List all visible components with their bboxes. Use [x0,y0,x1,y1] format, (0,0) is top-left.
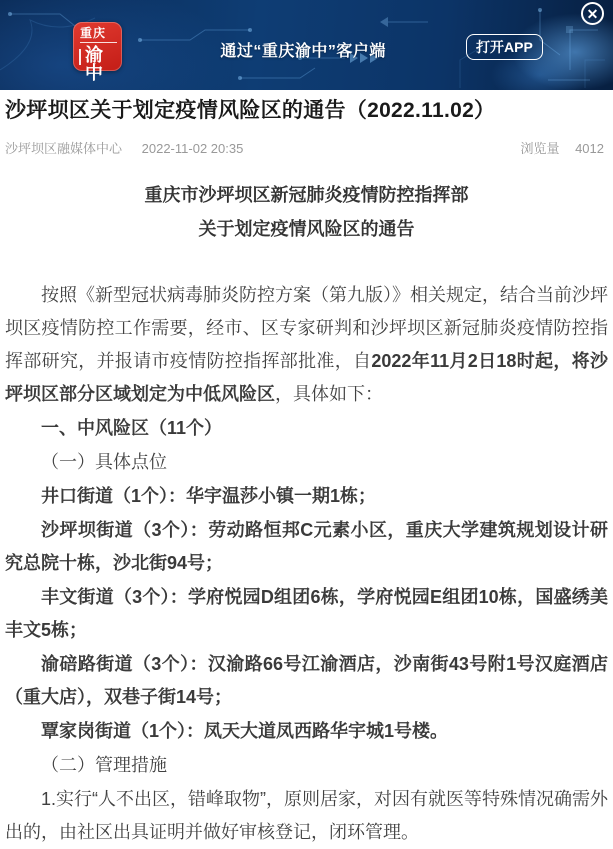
app-logo-text-top: 重庆 [80,27,117,43]
intro-lead: 按照《新型冠状病毒肺炎防控方案（第九版）》相关规定，结合当前沙坪坝区疫情防控工作需要，经市、区专家研判和沙坪坝区新冠肺炎疫情防控指挥部研究，并报请市疫情防控指挥部批准，自 [5,285,608,371]
doc-heading-line1: 重庆市沙坪坝区新冠肺炎疫情防控指挥部 [144,185,469,205]
views-count: 4012 [575,141,604,156]
section-heading-mid-risk: 一、中风险区（11个） [41,418,223,438]
article-page [0,90,613,849]
page-title: 沙坪坝区关于划定疫情风险区的通告（2022.11.02） [5,99,496,122]
article-content [5,179,608,849]
views-label: 浏览量 [520,141,560,156]
article-datetime: 2022-11-02 20:35 [141,141,244,156]
intro-paragraph [5,279,608,411]
intro-tail: ，具体如下： [275,384,383,404]
measure-item-1: 1.实行“人不出区，错峰取物”，原则居家，对因有就医等特殊情况确需外出的，由社区出具证明并做好审核登记，闭环管理。 [5,789,608,842]
article-meta-views [520,138,604,157]
app-logo-tower-mark [79,49,81,65]
app-download-banner [0,0,613,90]
article-meta-left [5,138,243,157]
article-source: 沙坪坝区融媒体中心 [5,141,123,156]
subsection-specific-points: （一）具体点位 [41,452,167,472]
doc-heading-line2: 关于划定疫情风险区的通告 [198,219,415,239]
street-item: 渝碚路街道（3个）：汉渝路66号江渝酒店，沙南街43号附1号汉庭酒店（重大店），双巷子街14号； [5,654,608,707]
street-item: 覃家岗街道（1个）：凤天大道凤西路华宇城1号楼。 [41,721,449,741]
app-logo [73,22,122,83]
subsection-management-measures: （二）管理措施 [41,755,167,775]
street-item: 丰文街道（3个）：学府悦园D组团6栋，学府悦园E组团10栋，国盛绣美丰文5栋； [5,587,608,640]
app-logo-text-bottom: 渝中 [85,45,104,83]
article-meta [5,138,608,157]
street-item: 沙坪坝街道（3个）：劳动路恒邦C元素小区，重庆大学建筑规划设计研究总院十栋，沙北街94号； [5,520,608,573]
close-icon[interactable]: ✕ [581,2,604,25]
intro-bold-effective-time: 2022年11月2日18时起，将沙坪坝区部分区域划定为中低风险区 [5,351,609,404]
open-app-button[interactable]: 打开APP [466,34,543,60]
banner-message: 通过“重庆渝中”客户端 [220,43,386,60]
street-item: 井口街道（1个）：华宇温莎小镇一期1栋； [41,486,377,506]
